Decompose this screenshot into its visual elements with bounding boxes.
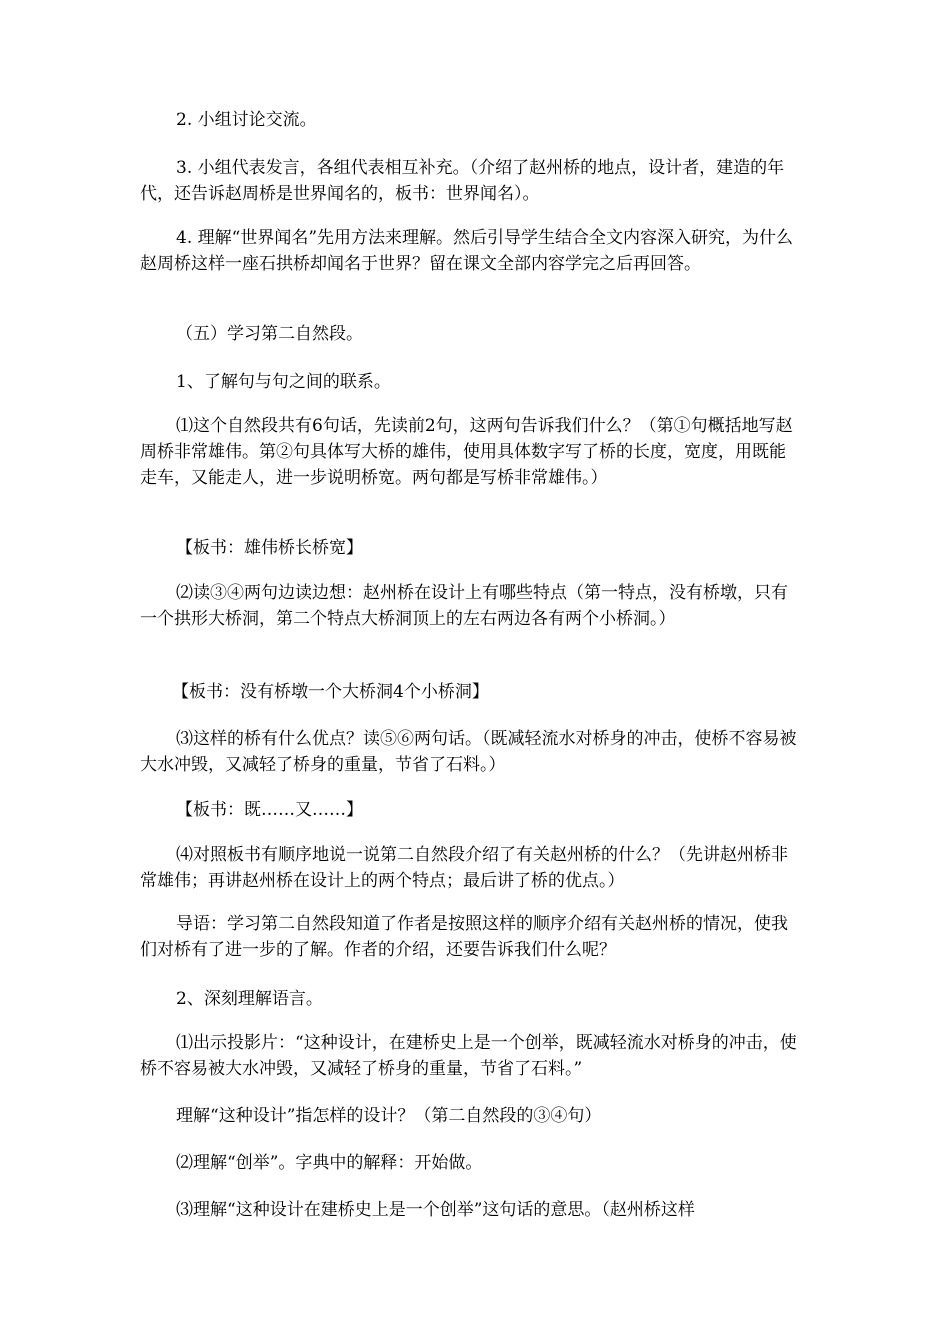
subheading-sentence-relations: 1、了解句与句之间的联系。 <box>176 372 391 392</box>
paragraph-projection-slide: ⑴出示投影片：“这种设计，在建桥史上是一个创举，既减轻流水对桥身的冲击，使桥不容易被大水冲毁，又减轻了桥身的重量，节省了石料。” <box>140 1033 797 1079</box>
paragraph-guide-words: 导语：学习第二自然段知道了作者是按照这样的顺序介绍有关赵州桥的情况，使我们对桥有了进一步的了解。作者的介绍，还要告诉我们什么呢？ <box>140 914 788 960</box>
section-heading-paragraph-two: （五）学习第二自然段。 <box>176 324 363 344</box>
paragraph-understand-world-famous: 4. 理解“世界闻名”先用方法来理解。然后引导学生结合全文内容深入研究，为什么赵周桥这样一座石拱桥却闻名于世界？留在课文全部内容学完之后再回答。 <box>140 228 794 274</box>
paragraph-pioneering: ⑵理解“创举”。字典中的解释：开始做。 <box>176 1153 483 1173</box>
paragraph-group-representative: 3. 小组代表发言，各组代表相互补充。（介绍了赵州桥的地点，设计者，建造的年代，还告诉赵周桥是世界闻名的，板书：世界闻名）。 <box>140 158 785 204</box>
paragraph-group-discussion: 2. 小组讨论交流。 <box>176 110 317 130</box>
board-note-grand: 【板书：雄伟桥长桥宽】 <box>176 538 363 558</box>
paragraph-meaning-sentence: ⑶理解“这种设计在建桥史上是一个创举”这句话的意思。（赵州桥这样 <box>176 1200 695 1220</box>
paragraph-advantages: ⑶这样的桥有什么优点？读⑤⑥两句话。（既减轻流水对桥身的冲击，使桥不容易被大水冲毁，又减轻了桥身的重量，节省了石料。） <box>140 729 797 775</box>
subheading-deep-understanding: 2、深刻理解语言。 <box>176 989 323 1009</box>
paragraph-six-sentences: ⑴这个自然段共有6句话，先读前2句，这两句告诉我们什么？（第①句概括地写赵周桥非常雄伟。第②句具体写大桥的雄伟，使用具体数字写了桥的长度，宽度，用既能走车，又能走人，进一步说明桥宽。两句都是写桥非常雄伟。） <box>140 416 793 488</box>
paragraph-this-design: 理解“这种设计”指怎样的设计？（第二自然段的③④句） <box>176 1106 602 1126</box>
board-note-no-pier: 【板书：没有桥墩一个大桥洞4个小桥洞】 <box>172 682 489 702</box>
paragraph-retell-order: ⑷对照板书有顺序地说一说第二自然段介绍了有关赵州桥的什么？（先讲赵州桥非常雄伟；再讲赵州桥在设计上的两个特点；最后讲了桥的优点。） <box>140 845 788 891</box>
board-note-both-and: 【板书：既……又……】 <box>176 800 363 820</box>
paragraph-design-features: ⑵读③④两句边读边想：赵州桥在设计上有哪些特点（第一特点，没有桥墩，只有一个拱形大桥洞，第二个特点大桥洞顶上的左右两边各有两个小桥洞。） <box>140 583 788 629</box>
